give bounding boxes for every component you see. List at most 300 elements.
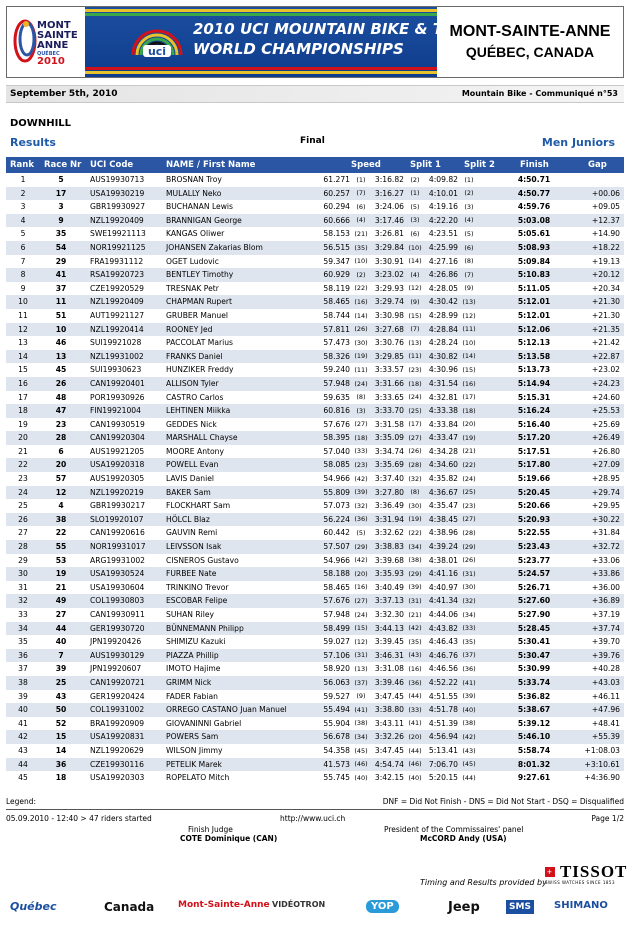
cell-finish-time: 5:24.57 [517, 569, 551, 579]
cell-finish-time: 5:33.74 [517, 677, 551, 687]
cell-speed: 54.966 [323, 555, 350, 565]
legend-label: Legend: [6, 797, 37, 806]
event-logo [7, 7, 85, 77]
cell-split1-rank: (21) [408, 610, 422, 619]
cell-split1: 3:32.26 [374, 732, 404, 742]
cell-split2: 4:41.34 [428, 596, 458, 606]
cell-split2: 4:30.82 [428, 351, 458, 361]
cell-speed-rank: (22) [354, 284, 368, 293]
cell-speed-rank: (29) [354, 542, 368, 551]
table-row [6, 486, 624, 500]
uci-url-link[interactable]: http://www.uci.ch [280, 814, 346, 823]
sponsor-videotron-logo: VIDÉOTRON [272, 900, 326, 909]
cell-split2: 4:30.42 [428, 297, 458, 307]
cell-speed: 57.676 [323, 596, 350, 606]
cell-rank: 1 [20, 175, 26, 184]
cell-split1-rank: (19) [408, 515, 422, 524]
cell-split2: 7:06.70 [428, 759, 458, 769]
cell-split2-rank: (32) [462, 597, 476, 605]
cell-rider-name: HUNZIKER Freddy [166, 365, 234, 375]
col-rank: Rank [10, 160, 34, 170]
cell-gap: +31.84 [591, 528, 620, 538]
cell-rider-name: ORREGO CASTANO Juan Manuel [166, 705, 287, 715]
cell-rider-name: GEDDES Nick [166, 419, 217, 429]
cell-split2: 4:41.16 [428, 569, 458, 579]
cell-split1-rank: (44) [408, 692, 422, 701]
cell-finish-time: 5:36.82 [517, 691, 551, 701]
tissot-tagline: SWISS WATCHES SINCE 1853 [545, 880, 616, 885]
cell-finish-time: 4:59.76 [517, 202, 551, 212]
col-gap: Gap [588, 160, 607, 170]
cell-speed-rank: (37) [354, 678, 368, 687]
cell-speed: 59.347 [323, 256, 350, 266]
cell-split1: 3:27.68 [374, 324, 404, 334]
cell-uci-code: FRA19931112 [90, 256, 144, 266]
table-row [6, 418, 624, 432]
cell-finish-time: 5:20.45 [517, 487, 551, 497]
cell-split2: 4:28.99 [428, 310, 458, 320]
cell-speed-rank: (19) [354, 352, 368, 361]
cell-split2-rank: (29) [462, 542, 476, 551]
cell-race-nr: 39 [55, 664, 67, 674]
cell-split2-rank: (7) [464, 270, 474, 279]
cell-race-nr: 22 [55, 528, 67, 538]
logo-wordmark [37, 21, 78, 67]
cell-finish-time: 5:17.80 [517, 460, 551, 470]
legend-text: DNF = Did Not Finish - DNS = Did Not Start - DSQ = Disqualified [382, 797, 624, 806]
cell-rider-name: TRINKINO Trevor [166, 582, 229, 592]
cell-rank: 28 [18, 542, 28, 552]
cell-uci-code: USA19930604 [90, 582, 145, 592]
table-row [6, 187, 624, 201]
cell-split2-rank: (39) [462, 692, 476, 701]
cell-rank: 17 [18, 392, 28, 402]
cell-split2-rank: (13) [462, 297, 476, 306]
cell-speed: 59.527 [323, 691, 350, 701]
cell-gap: +21.30 [591, 297, 620, 307]
col-race-nr: Race Nr [44, 160, 82, 170]
cell-split2-rank: (14) [462, 352, 476, 361]
cell-race-nr: 35 [55, 229, 67, 239]
cell-split1: 3:37.13 [374, 596, 404, 606]
cell-split2: 4:51.39 [428, 718, 458, 728]
table-row [6, 268, 624, 282]
cell-rank: 42 [18, 732, 28, 742]
cell-rider-name: WILSON Jimmy [166, 745, 223, 755]
cell-split2-rank: (24) [462, 474, 476, 483]
cell-gap: +25.69 [591, 419, 620, 429]
cell-speed: 58.920 [323, 664, 350, 674]
cell-gap: +26.49 [591, 433, 620, 443]
cell-speed-rank: (38) [354, 719, 368, 728]
col-name: NAME / First Name [166, 160, 256, 170]
cell-split1-rank: (33) [408, 705, 422, 714]
cell-split1-rank: (7) [410, 325, 420, 334]
cell-rank: 5 [20, 229, 26, 239]
cell-split1: 3:30.76 [374, 338, 404, 348]
cell-split2: 4:25.99 [428, 242, 458, 252]
cell-split1-rank: (36) [408, 678, 422, 687]
cell-finish-time: 5:46.10 [517, 732, 551, 742]
cell-split1-rank: (41) [408, 719, 422, 728]
cell-speed-rank: (4) [356, 216, 366, 225]
cell-rider-name: GAUVIN Remi [166, 528, 218, 538]
cell-rank: 37 [18, 664, 28, 674]
cell-split2-rank: (23) [462, 501, 476, 510]
communique-text: Mountain Bike - Communiqué n°53 [461, 89, 618, 98]
cell-finish-time: 5:16.24 [517, 406, 551, 416]
cell-race-nr: 55 [55, 542, 67, 552]
cell-split1-rank: (6) [410, 229, 420, 238]
cell-rank: 44 [18, 759, 28, 769]
cell-gap: +3:10.61 [584, 759, 620, 769]
cell-speed-rank: (45) [354, 746, 368, 755]
sponsor-msa-logo: Mont-Sainte-Anne [178, 900, 270, 910]
cell-uci-code: GBR19930927 [90, 202, 146, 212]
cell-split2: 4:33.38 [428, 406, 458, 416]
cell-split1-rank: (22) [408, 529, 422, 538]
cell-uci-code: JPN19920607 [90, 664, 142, 674]
cell-rank: 13 [18, 338, 28, 348]
cell-split2: 4:23.51 [428, 229, 458, 239]
sponsor-sms-logo: SMS [506, 900, 534, 914]
table-row [6, 391, 624, 405]
cell-split2-rank: (41) [462, 678, 476, 687]
cell-split1-rank: (18) [408, 379, 422, 388]
cell-gap: +21.42 [591, 338, 620, 348]
cell-uci-code: AUS19921205 [90, 446, 145, 456]
cell-race-nr: 29 [55, 256, 67, 266]
swiss-cross-icon: + [546, 867, 554, 877]
cell-speed-rank: (27) [354, 597, 368, 605]
cell-gap: +4:36.90 [584, 773, 620, 783]
sponsor-quebec-logo: Québec [10, 900, 57, 913]
cell-finish-time: 5:30.47 [517, 650, 551, 660]
cell-finish-time: 5:08.93 [517, 242, 551, 252]
cell-split1-rank: (38) [408, 556, 422, 565]
cell-speed: 55.494 [323, 705, 350, 715]
cell-speed: 60.929 [323, 270, 350, 280]
cell-split1: 3:16.27 [374, 188, 404, 198]
cell-finish-time: 8:01.32 [517, 759, 551, 769]
cell-rank: 25 [18, 501, 28, 511]
cell-uci-code: COL19931002 [90, 705, 145, 715]
cell-split1: 3:29.84 [374, 242, 404, 252]
cell-speed-rank: (40) [354, 773, 368, 782]
cell-split2: 4:28.24 [428, 338, 458, 348]
cell-rank: 3 [20, 202, 26, 212]
cell-uci-code: AUS19920305 [90, 474, 145, 484]
cell-finish-time: 5:22.55 [517, 528, 551, 538]
cell-speed: 57.040 [323, 446, 350, 456]
cell-split1-rank: (23) [408, 365, 422, 374]
table-row [6, 309, 624, 323]
cell-uci-code: CZE19930116 [90, 759, 144, 769]
cell-speed: 58.085 [323, 460, 350, 470]
cell-split2: 4:38.01 [428, 555, 458, 565]
cell-split2-rank: (45) [462, 760, 476, 769]
cell-speed: 56.063 [323, 677, 350, 687]
cell-finish-time: 5:28.45 [517, 623, 551, 633]
cell-speed-rank: (16) [354, 583, 368, 592]
cell-finish-time: 5:13.73 [517, 365, 551, 375]
cell-speed-rank: (30) [354, 338, 368, 347]
cell-split2-rank: (27) [462, 515, 476, 524]
cell-finish-time: 5:20.66 [517, 501, 551, 511]
cell-uci-code: GER19920424 [90, 691, 145, 701]
cell-split2: 4:19.16 [428, 202, 458, 212]
cell-race-nr: 48 [55, 392, 67, 402]
cell-race-nr: 17 [55, 188, 67, 198]
cell-finish-time: 5:13.58 [517, 351, 551, 361]
cell-uci-code: CAN19920721 [90, 677, 145, 687]
table-row [6, 499, 624, 513]
cell-gap: +48.41 [591, 718, 620, 728]
cell-finish-time: 5:58.74 [517, 745, 551, 755]
cell-rank: 23 [18, 474, 28, 484]
cell-split1: 4:54.74 [374, 759, 404, 769]
cell-speed: 58.188 [323, 569, 350, 579]
cell-race-nr: 45 [55, 365, 67, 375]
cell-gap: +21.35 [591, 324, 620, 334]
cell-uci-code: POR19930926 [90, 392, 145, 402]
cell-uci-code: SLO19920107 [90, 514, 144, 524]
cell-split2: 5:13.41 [428, 745, 458, 755]
cell-split2: 4:39.24 [428, 542, 458, 552]
cell-split2: 4:44.06 [428, 610, 458, 619]
cell-gap: +36.00 [591, 582, 620, 592]
cell-gap: +43.03 [591, 677, 620, 687]
cell-rank: 8 [20, 270, 26, 280]
cell-split2-rank: (33) [462, 624, 476, 633]
cell-split2: 4:35.82 [428, 474, 458, 484]
judge-name: COTE Dominique (CAN) [180, 834, 278, 843]
cell-speed-rank: (39) [354, 488, 368, 497]
cell-split2-rank: (34) [462, 610, 476, 619]
cell-race-nr: 37 [55, 283, 67, 293]
cell-uci-code: AUS19930129 [90, 650, 145, 660]
cell-speed-rank: (9) [356, 692, 366, 701]
cell-uci-code: NZL19920219 [90, 487, 144, 497]
cell-finish-time: 5:38.67 [517, 705, 551, 715]
cell-rider-name: ESCOBAR Felipe [166, 596, 228, 606]
table-row [6, 336, 624, 350]
cell-uci-code: GER19930720 [90, 623, 145, 633]
cell-split2-rank: (42) [462, 732, 476, 741]
cell-race-nr: 25 [55, 677, 67, 687]
cell-split1-rank: (44) [408, 746, 422, 755]
cell-race-nr: 27 [55, 610, 67, 619]
cell-finish-time: 5:26.71 [517, 582, 551, 592]
cell-split2: 4:33.47 [428, 433, 458, 443]
cell-split2: 4:28.84 [428, 324, 458, 334]
cell-rank: 6 [20, 242, 26, 252]
cell-speed-rank: (13) [354, 664, 368, 673]
cell-split2-rank: (10) [462, 338, 476, 347]
cell-rider-name: BÜNNEMANN Philipp [166, 623, 244, 633]
cell-finish-time: 5:17.20 [517, 433, 551, 443]
cell-gap: +32.72 [591, 542, 620, 552]
cell-speed-rank: (20) [354, 569, 368, 578]
cell-rider-name: ALLISON Tyler [166, 378, 219, 388]
cell-split1-rank: (40) [408, 773, 422, 782]
cell-speed-rank: (8) [356, 393, 366, 402]
cell-rider-name: ROPELATO Mitch [166, 773, 230, 783]
cell-gap: +30.22 [591, 514, 620, 524]
cell-uci-code: COL19930803 [90, 596, 145, 606]
cell-split2-rank: (15) [462, 365, 476, 374]
venue-block [437, 7, 623, 77]
sponsor-shimano-logo: SHIMANO [554, 900, 608, 911]
cell-uci-code: SUI19921028 [90, 338, 142, 348]
cell-split2: 4:56.94 [428, 732, 458, 742]
cell-split2-rank: (2) [464, 189, 474, 198]
category-label: Men Juniors [541, 136, 615, 149]
col-split1: Split 1 [410, 160, 441, 170]
cell-split2-rank: (4) [464, 216, 474, 225]
cell-split2: 4:33.84 [428, 419, 458, 429]
cell-race-nr: 7 [58, 650, 64, 660]
cell-speed-rank: (36) [354, 515, 368, 524]
col-speed: Speed [351, 160, 381, 170]
cell-split1: 3:30.98 [374, 310, 404, 320]
table-header [6, 157, 624, 173]
uci-rainbow-icon [129, 25, 185, 59]
table-row [6, 730, 624, 744]
cell-split2-rank: (31) [462, 569, 476, 578]
cell-split2-rank: (6) [464, 243, 474, 252]
cell-race-nr: 21 [55, 582, 67, 592]
cell-race-nr: 41 [55, 270, 67, 280]
cell-uci-code: ARG19931002 [90, 555, 146, 565]
uci-label: uci [147, 45, 167, 58]
cell-split1-rank: (31) [408, 597, 422, 605]
cell-split1-rank: (16) [408, 664, 422, 673]
cell-rank: 9 [20, 283, 26, 293]
cell-rider-name: BUCHANAN Lewis [166, 202, 233, 212]
cell-finish-time: 5:09.84 [517, 256, 551, 266]
cell-rider-name: CHAPMAN Rupert [166, 297, 232, 307]
cell-uci-code: CZE19920529 [90, 283, 144, 293]
cell-speed-rank: (11) [354, 365, 368, 374]
table-row [6, 255, 624, 269]
cell-rider-name: PETELIK Marek [166, 759, 222, 769]
logo-line-2: SAINTE [37, 30, 78, 41]
cell-split1: 3:31.58 [374, 419, 404, 429]
table-row [6, 200, 624, 214]
cell-speed: 55.904 [323, 718, 350, 728]
table-row [6, 717, 624, 731]
table-row [6, 622, 624, 636]
table-row [6, 295, 624, 309]
table-row [6, 581, 624, 595]
cell-split2-rank: (9) [464, 284, 474, 293]
cell-rank: 10 [18, 297, 28, 307]
cell-split1: 3:38.80 [374, 705, 404, 715]
cell-finish-time: 5:23.43 [517, 542, 551, 552]
cell-split1-rank: (30) [408, 501, 422, 510]
cell-split2-rank: (16) [462, 379, 476, 388]
table-row [6, 676, 624, 690]
table-row [6, 703, 624, 717]
cell-speed: 56.224 [323, 514, 350, 524]
cell-split1-rank: (2) [410, 175, 420, 184]
cell-rank: 26 [18, 514, 28, 524]
table-row [6, 445, 624, 459]
cell-rider-name: OGET Ludovic [166, 256, 219, 266]
cell-split1-rank: (12) [408, 284, 422, 293]
cell-split1-rank: (10) [408, 243, 422, 252]
cell-split1-rank: (32) [408, 474, 422, 483]
cell-gap: +39.70 [591, 637, 620, 647]
table-row [6, 431, 624, 445]
cell-split2-rank: (38) [462, 719, 476, 728]
cell-rank: 2 [20, 188, 26, 198]
cell-race-nr: 5 [58, 175, 64, 184]
cell-speed: 55.809 [323, 487, 350, 497]
table-row [6, 173, 624, 187]
cell-speed: 61.271 [323, 175, 350, 184]
cell-rank: 14 [18, 351, 28, 361]
cell-rank: 21 [18, 446, 28, 456]
president-name: McCORD Andy (USA) [420, 834, 507, 843]
cell-rank: 40 [18, 705, 28, 715]
cell-finish-time: 5:15.31 [517, 392, 551, 402]
cell-rider-name: FLOCKHART Sam [166, 501, 231, 511]
cell-gap: +26.80 [591, 446, 620, 456]
cell-gap: +19.13 [591, 256, 620, 266]
cell-speed: 57.473 [323, 338, 350, 348]
cell-split1: 3:32.30 [374, 610, 404, 619]
president-title: President of the Commissaires' panel [384, 825, 524, 834]
cell-split1: 3:29.93 [374, 283, 404, 293]
cell-rider-name: KANGAS Oliwer [166, 229, 225, 239]
cell-split1: 3:33.65 [374, 392, 404, 402]
cell-rank: 35 [18, 637, 28, 647]
cell-race-nr: 9 [58, 215, 64, 225]
cell-rider-name: FADER Fabian [166, 691, 218, 701]
cell-speed: 57.507 [323, 542, 350, 552]
cell-split2: 4:31.54 [428, 378, 458, 388]
table-row [6, 594, 624, 608]
cell-uci-code: NZL19931002 [90, 351, 144, 361]
cell-speed-rank: (46) [354, 760, 368, 769]
cell-split1: 3:33.70 [374, 406, 404, 416]
cell-rider-name: GIOVANINNI Gabriel [166, 718, 242, 728]
cell-race-nr: 46 [55, 338, 67, 348]
cell-split2: 4:26.86 [428, 270, 458, 280]
page-number: Page 1/2 [591, 814, 624, 823]
cell-race-nr: 20 [55, 460, 67, 470]
cell-split2-rank: (22) [462, 461, 476, 470]
cell-split1: 3:40.49 [374, 582, 404, 592]
cell-split2: 4:10.01 [428, 188, 458, 198]
cell-split1-rank: (46) [408, 760, 422, 769]
logo-line-4: QUÉBEC [37, 51, 60, 57]
cell-split1-rank: (15) [408, 311, 422, 320]
cell-split2: 4:43.82 [428, 623, 458, 633]
cell-rank: 41 [18, 718, 28, 728]
cell-speed: 56.515 [323, 242, 350, 252]
cell-split2: 4:28.05 [428, 283, 458, 293]
table-row [6, 404, 624, 418]
cell-rank: 27 [18, 528, 28, 538]
divider [6, 809, 624, 810]
phase-label: Final [300, 136, 325, 146]
cell-speed: 57.676 [323, 419, 350, 429]
cell-gap: +24.60 [591, 392, 620, 402]
cell-gap: +1:08.03 [584, 745, 620, 755]
